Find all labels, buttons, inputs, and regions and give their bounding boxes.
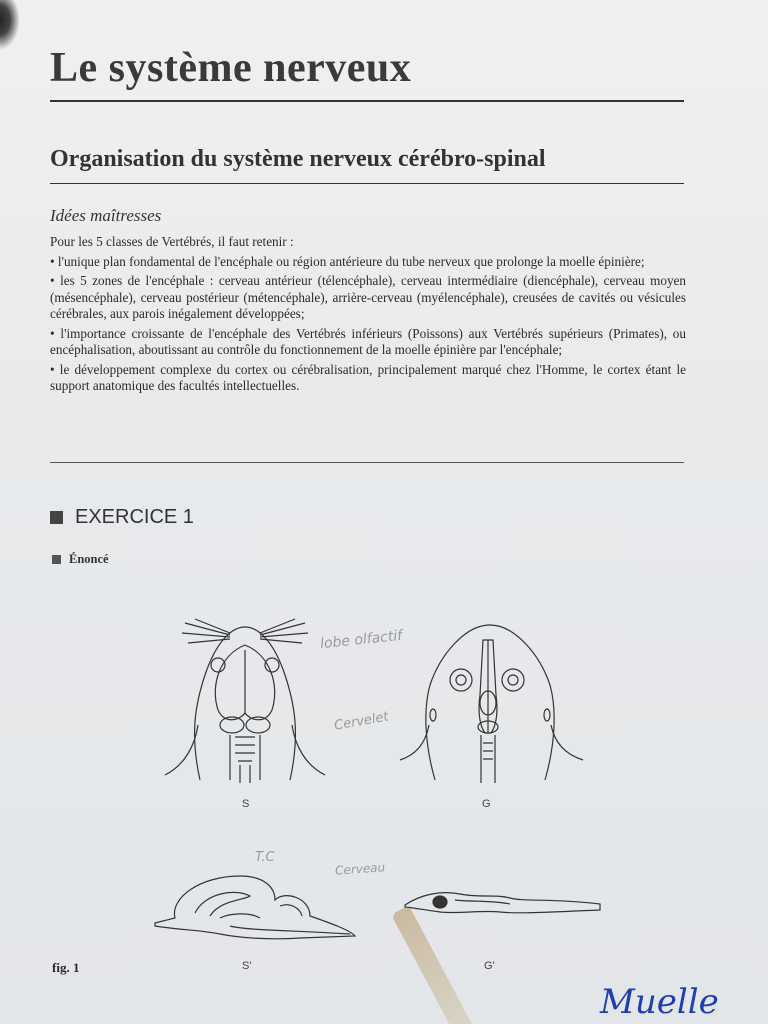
panel-label-g-prime: G'	[484, 960, 495, 972]
ideas-body	[50, 234, 686, 398]
section-rule	[50, 183, 684, 184]
pencil-note-3: T.C	[255, 850, 275, 865]
title-rule	[50, 100, 684, 102]
page-title: Le système nerveux	[50, 45, 412, 91]
section-title: Organisation du système nerveux cérébro-spinal	[50, 146, 546, 172]
panel-label-s: S	[242, 798, 250, 810]
pencil-note-4: Cerveau	[334, 860, 386, 878]
brain-drawing-s	[160, 615, 330, 790]
exercise-title: EXERCICE 1	[75, 506, 194, 528]
brain-drawing-s-prime	[150, 868, 360, 948]
brain-drawing-g	[395, 615, 585, 790]
pencil-note-2: Cervelet	[333, 709, 390, 734]
panel-label-g: G	[482, 798, 491, 810]
pencil-note-1: lobe olfactif	[319, 627, 403, 653]
ideas-heading: Idées maîtresses	[50, 206, 162, 225]
figure-label: fig. 1	[52, 960, 80, 975]
idea-bullet-3: • l'importance croissante de l'encéphale des Vertébrés inférieurs (Poissons) aux Vertébrés supérieurs (Primates), ou encéphalisation, aboutissant au contrôle du fonctionnement de la moelle épinière par l'encéphale;	[50, 326, 686, 359]
brain-drawing-g-prime	[400, 880, 605, 930]
idea-bullet-4: • le développement complexe du cortex ou cérébralisation, principalement marqué chez l'Homme, le cortex étant le support anatomique des facultés intellectuelles.	[50, 362, 686, 395]
ideas-rule	[50, 462, 684, 463]
ideas-intro: Pour les 5 classes de Vertébrés, il faut retenir :	[50, 234, 294, 249]
panel-label-s-prime: S'	[242, 960, 252, 972]
idea-bullet-1: • l'unique plan fondamental de l'encéphale ou région antérieure du tube nerveux que prolonge la moelle épinière;	[50, 254, 686, 271]
enonce-label: Énoncé	[69, 552, 109, 566]
scan-corner-shadow	[0, 0, 20, 50]
idea-bullet-2: • les 5 zones de l'encéphale : cerveau antérieur (télencéphale), cerveau intermédiaire (diencéphale), cerveau moyen (mésencéphale), cerveau postérieur (métencéphale), arrière-cerveau (myélencéphale), creusées de cavités ou vésicules cérébrales, aux parois inégalement développées;	[50, 273, 686, 323]
enonce-heading	[52, 552, 109, 567]
handwritten-signature: Muelle	[600, 982, 719, 1022]
exercise-heading	[50, 506, 194, 529]
square-bullet-icon	[50, 511, 63, 524]
square-bullet-icon	[52, 555, 61, 564]
